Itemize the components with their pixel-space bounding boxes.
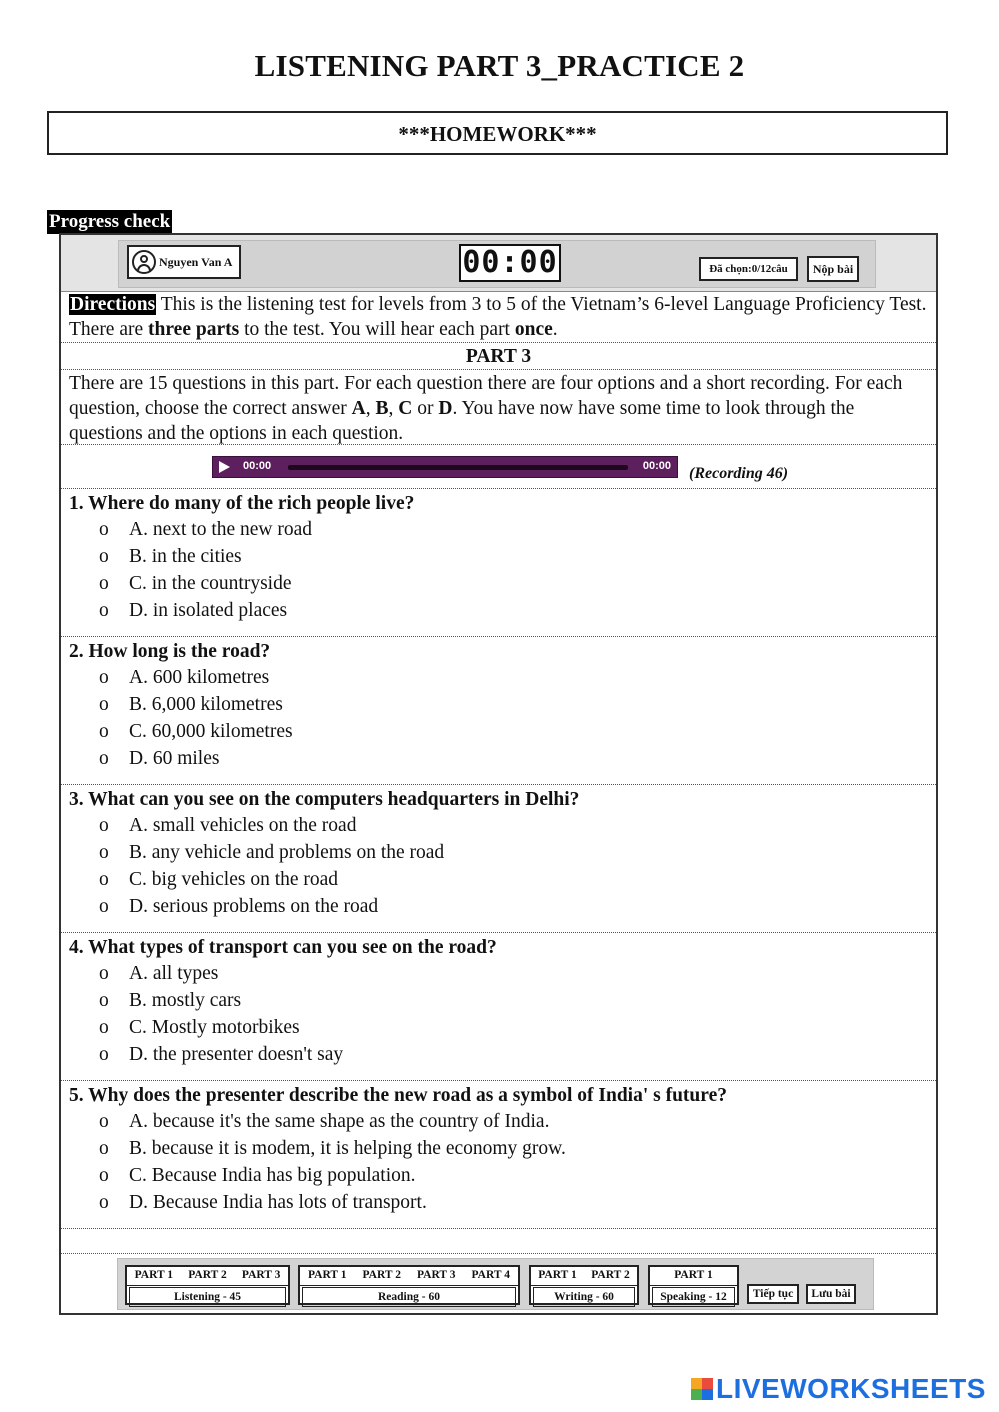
user-badge <box>127 245 241 279</box>
option-text: B. any vehicle and problems on the road <box>129 842 445 863</box>
answer-option[interactable] <box>61 664 936 691</box>
instructions-text: . You have now have some time to look through the questions and the options in each question. <box>69 398 855 444</box>
directions-emphasis: three parts <box>148 319 240 340</box>
option-bullet: o <box>99 600 109 621</box>
option-bullet: o <box>99 1017 109 1038</box>
answer-option[interactable] <box>61 718 936 745</box>
audio-current-time: 00:00 <box>243 460 272 472</box>
option-bullet: o <box>99 546 109 567</box>
option-bullet: o <box>99 1138 109 1159</box>
directions-text: . <box>552 319 558 340</box>
answer-option[interactable] <box>61 543 936 570</box>
question-block <box>61 1081 936 1229</box>
audio-duration: 00:00 <box>642 460 671 472</box>
question-block <box>61 637 936 785</box>
answer-option[interactable] <box>61 866 936 893</box>
option-bullet: o <box>99 748 109 769</box>
section-nav-bar <box>117 1258 874 1310</box>
answer-option[interactable] <box>61 516 936 543</box>
section-part-tab[interactable]: PART 2 <box>362 1269 401 1281</box>
question-title: 2. How long is the road? <box>69 641 271 662</box>
question-block <box>61 785 936 933</box>
answer-option[interactable] <box>61 570 936 597</box>
option-text: C. Because India has big population. <box>129 1165 416 1186</box>
submit-button[interactable]: Nộp bài <box>807 256 859 282</box>
answer-option[interactable] <box>61 893 936 920</box>
answer-option[interactable] <box>61 987 936 1014</box>
answer-option[interactable] <box>61 1041 936 1068</box>
logo-mark-icon <box>691 1378 713 1400</box>
section-part-tab[interactable]: PART 3 <box>417 1269 456 1281</box>
option-text: B. in the cities <box>129 546 242 567</box>
option-bullet: o <box>99 1044 109 1065</box>
option-text: C. 60,000 kilometres <box>129 721 293 742</box>
section-part-tab[interactable]: PART 1 <box>134 1269 174 1281</box>
option-bullet: o <box>99 721 109 742</box>
section-part-tab[interactable]: PART 2 <box>188 1269 227 1281</box>
answer-option[interactable] <box>61 960 936 987</box>
directions-label: Directions <box>70 294 156 315</box>
section-part-tab[interactable]: PART 3 <box>241 1269 281 1281</box>
question-title: 5. Why does the presenter describe the new road as a symbol of India' s future? <box>69 1085 727 1106</box>
option-bullet: o <box>99 1192 109 1213</box>
option-text: A. 600 kilometres <box>129 667 270 688</box>
answer-option[interactable] <box>61 1108 936 1135</box>
section-part-tab[interactable]: PART 4 <box>471 1269 510 1281</box>
answer-option[interactable] <box>61 1162 936 1189</box>
option-letter: D <box>438 398 453 419</box>
directions-text: to the test. You will hear each part <box>239 319 515 340</box>
directions-text: This is the listening test for levels from 3 to 5 of the Vietnam’s 6-level Language Proficiency Test. There are <box>69 294 927 340</box>
continue-button[interactable]: Tiếp tục <box>747 1284 799 1304</box>
option-bullet: o <box>99 869 109 890</box>
option-bullet: o <box>99 694 109 715</box>
test-frame <box>59 233 938 1315</box>
section-name: Speaking - 12 <box>652 1287 735 1307</box>
liveworksheets-logo <box>691 1373 986 1405</box>
option-text: A. small vehicles on the road <box>129 815 357 836</box>
option-text: A. next to the new road <box>129 519 313 540</box>
option-text: B. mostly cars <box>129 990 242 1011</box>
option-bullet: o <box>99 573 109 594</box>
homework-banner: ***HOMEWORK*** <box>47 111 948 155</box>
option-text: B. because it is modem, it is helping the economy grow. <box>129 1138 566 1159</box>
section-parts <box>531 1267 637 1286</box>
answer-option[interactable] <box>61 745 936 772</box>
section-part-tab[interactable]: PART 2 <box>591 1269 630 1281</box>
audio-progress-track[interactable] <box>288 465 628 470</box>
option-bullet: o <box>99 990 109 1011</box>
option-bullet: o <box>99 1111 109 1132</box>
option-letter: A <box>351 398 366 419</box>
option-bullet: o <box>99 896 109 917</box>
question-block <box>61 933 936 1081</box>
answer-option[interactable] <box>61 691 936 718</box>
instructions-text: There are 15 questions in this part. For each question there are four options and a short recording. For each question, choose the correct answer <box>69 373 903 419</box>
section-parts <box>127 1267 288 1286</box>
brand-name: LIVEWORKSHEETS <box>716 1373 986 1404</box>
option-text: A. because it's the same shape as the country of India. <box>129 1111 550 1132</box>
audio-player[interactable] <box>212 456 678 478</box>
option-bullet: o <box>99 667 109 688</box>
option-bullet: o <box>99 815 109 836</box>
section-name: Reading - 60 <box>302 1287 516 1307</box>
option-text: C. in the countryside <box>129 573 292 594</box>
option-text: B. 6,000 kilometres <box>129 694 283 715</box>
user-name: Nguyen Van A <box>159 254 233 269</box>
section-name: Listening - 45 <box>129 1287 286 1307</box>
spacer-row <box>61 1227 936 1254</box>
instructions-text: or <box>412 398 439 419</box>
option-text: D. 60 miles <box>129 748 220 769</box>
section-name: Writing - 60 <box>533 1287 635 1307</box>
instructions-row <box>61 370 936 445</box>
option-text: D. the presenter doesn't say <box>129 1044 344 1065</box>
answer-option[interactable] <box>61 1189 936 1216</box>
section-writing[interactable] <box>529 1265 639 1305</box>
option-letter: C <box>398 398 413 419</box>
recording-label: (Recording 46) <box>689 465 789 482</box>
section-part-tab[interactable]: PART 1 <box>674 1269 713 1281</box>
section-part-tab[interactable]: PART 1 <box>538 1269 577 1281</box>
option-bullet: o <box>99 963 109 984</box>
answer-option[interactable] <box>61 1014 936 1041</box>
section-parts <box>650 1267 737 1286</box>
play-icon[interactable] <box>219 461 230 473</box>
option-text: A. all types <box>129 963 219 984</box>
option-letter: B <box>375 398 389 419</box>
answer-option[interactable] <box>61 839 936 866</box>
option-text: D. in isolated places <box>129 600 288 621</box>
save-button[interactable]: Lưu bài <box>806 1284 856 1304</box>
countdown-timer: 00:00 <box>459 244 561 282</box>
option-bullet: o <box>99 519 109 540</box>
answer-option[interactable] <box>61 812 936 839</box>
answer-option[interactable] <box>61 597 936 624</box>
instructions-text: , <box>365 398 376 419</box>
directions-emphasis: once <box>514 319 553 340</box>
option-bullet: o <box>99 842 109 863</box>
page-title: LISTENING PART 3_PRACTICE 2 <box>254 48 745 83</box>
option-text: C. Mostly motorbikes <box>129 1017 300 1038</box>
section-listening[interactable] <box>125 1265 290 1305</box>
option-text: D. serious problems on the road <box>129 896 379 917</box>
question-title: 4. What types of transport can you see on the road? <box>69 937 497 958</box>
question-block <box>61 489 936 637</box>
option-text: D. Because India has lots of transport. <box>129 1192 427 1213</box>
test-header-bar <box>61 235 936 292</box>
section-parts <box>300 1267 518 1286</box>
directions-row <box>61 291 936 343</box>
option-bullet: o <box>99 1165 109 1186</box>
question-title: 1. Where do many of the rich people live? <box>69 493 415 514</box>
section-reading[interactable] <box>298 1265 520 1305</box>
answer-option[interactable] <box>61 1135 936 1162</box>
user-icon <box>132 250 156 274</box>
answered-count: Đã chọn:0/12câu <box>699 257 798 281</box>
progress-check-label: Progress check <box>49 211 171 232</box>
question-title: 3. What can you see on the computers headquarters in Delhi? <box>69 789 580 810</box>
instructions-text: , <box>388 398 399 419</box>
part-heading: PART 3 <box>61 343 936 370</box>
option-text: C. big vehicles on the road <box>129 869 339 890</box>
section-speaking[interactable] <box>648 1265 739 1305</box>
section-part-tab[interactable]: PART 1 <box>308 1269 347 1281</box>
